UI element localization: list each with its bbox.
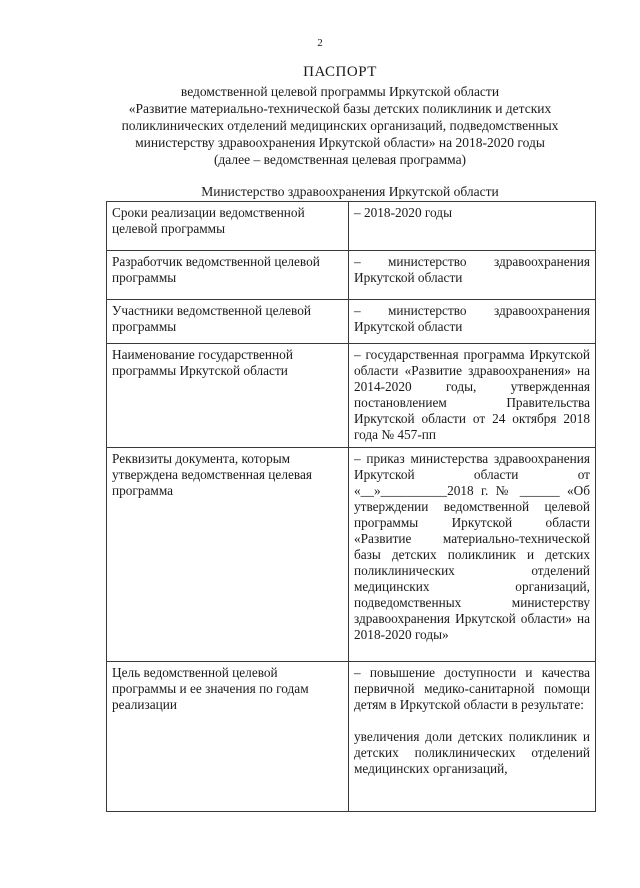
row-label: Разработчик ведомственной целевой программы: [107, 251, 349, 300]
header-line: «Развитие материально-технической базы детских поликлиник и детских: [128, 101, 552, 116]
page-number: 2: [317, 37, 323, 49]
row-label: Участники ведомственной целевой программы: [107, 300, 349, 344]
table-row: [107, 202, 596, 251]
passport-header: [90, 64, 590, 168]
value-line: – министерство здравоохранения Иркутской области: [354, 303, 590, 334]
row-value: [349, 344, 596, 448]
row-value: [349, 300, 596, 344]
value-line: – министерство здравоохранения Иркутской области: [354, 254, 590, 285]
ministry-caption: Министерство здравоохранения Иркутской области: [201, 184, 499, 199]
row-value: [349, 448, 596, 662]
header-line: министерству здравоохранения Иркутской области» на 2018-2020 годы: [135, 135, 545, 150]
passport-table: [106, 201, 596, 812]
row-label: Цель ведомственной целевой программы и ее значения по годам реализации: [107, 662, 349, 812]
table-row: [107, 251, 596, 300]
value-line: – повышение доступности и качества первичной медико-санитарной помощи детям в Иркутской области в результате:: [354, 665, 590, 712]
row-label: Сроки реализации ведомственной целевой программы: [107, 202, 349, 251]
value-line: увеличения доли детских поликлиник и детских поликлинических отделений медицинских организаций,: [354, 729, 590, 776]
row-label: Наименование государственной программы Иркутской области: [107, 344, 349, 448]
passport-title: ПАСПОРТ: [303, 64, 377, 80]
value-gap: [354, 713, 590, 729]
table-row: [107, 300, 596, 344]
value-line: – 2018-2020 годы: [354, 205, 452, 220]
row-value: [349, 202, 596, 251]
table-row: [107, 448, 596, 662]
value-line: – приказ министерства здравоохранения Иркутской области от «__»__________2018 г. № ______ «Об утверждении ведомственной целевой программы Иркутской области «Развитие материально-технической базы детских поликлиник и детских поликлинических отделений медицинских организаций, подведомственных министерству здравоохранения Иркутской области» на 2018-2020 годы»: [354, 451, 590, 642]
table-row: [107, 344, 596, 448]
table-row: [107, 662, 596, 812]
row-value: [349, 251, 596, 300]
value-line: – государственная программа Иркутской области «Развитие здравоохранения» на 2014-2020 годы, утвержденная постановлением Правительства Иркутской области от 24 октября 2018 года № 457-пп: [354, 347, 590, 442]
header-line: (далее – ведомственная целевая программа): [213, 152, 467, 167]
row-label: Реквизиты документа, которым утверждена ведомственная целевая программа: [107, 448, 349, 662]
row-value: [349, 662, 596, 812]
header-line: ведомственной целевой программы Иркутской области: [180, 84, 500, 99]
header-line: поликлинических отделений медицинских организаций, подведомственных: [121, 118, 559, 133]
